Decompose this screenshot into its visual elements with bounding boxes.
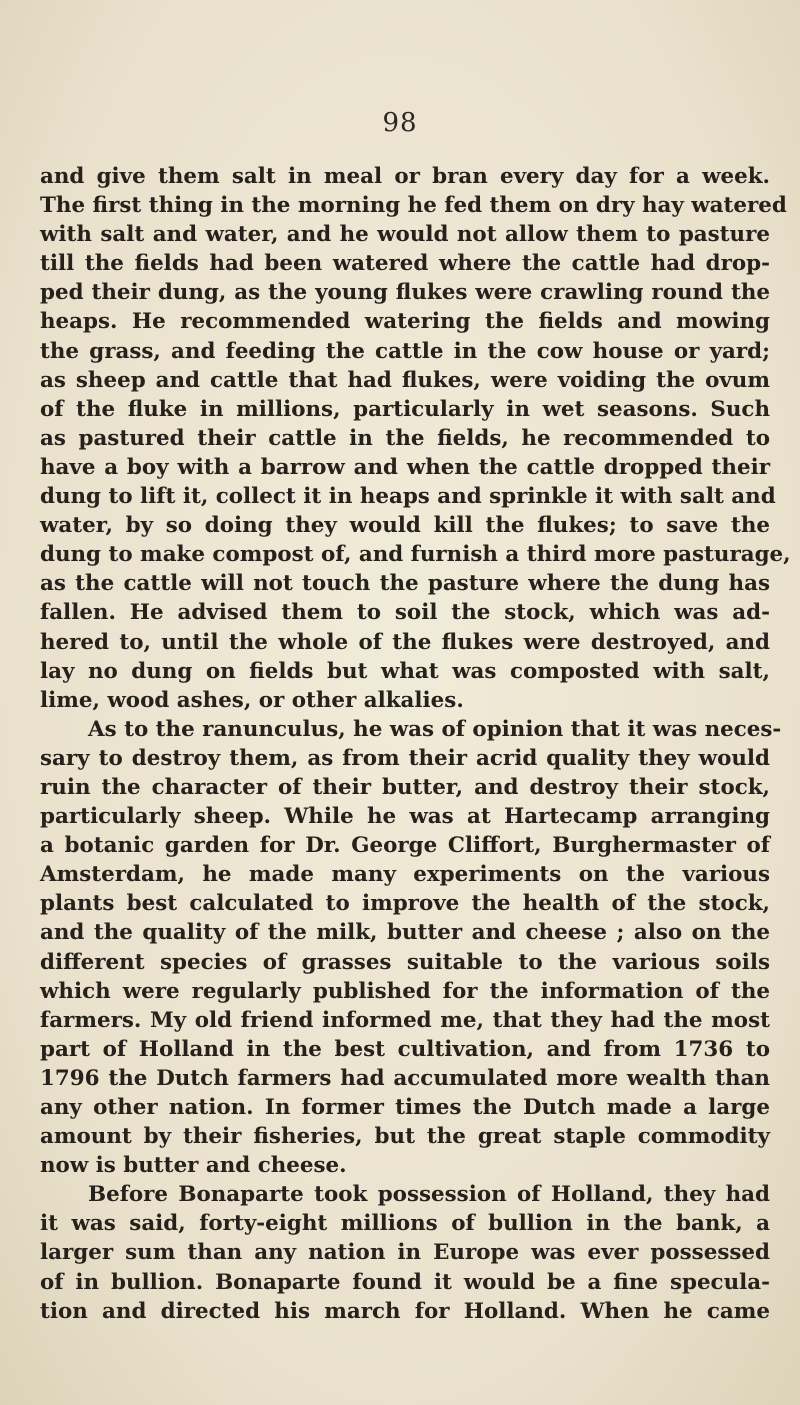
text-line: the grass, and feeding the cattle in the cow house or yard; (40, 338, 770, 364)
text-line: different species of grasses suitable to the various soils (40, 949, 770, 975)
text-line: part of Holland in the best cultivation, and from 1736 to (40, 1036, 770, 1062)
paragraph-end-line: lime, wood ashes, or other alkalies. (40, 687, 464, 713)
page-number: 98 (382, 108, 418, 138)
text-line: hered to, until the whole of the flukes were destroyed, and (40, 629, 770, 655)
text-line: sary to destroy them, as from their acrid quality they would (40, 745, 770, 771)
text-line: as sheep and cattle that had flukes, were voiding the ovum (40, 367, 770, 393)
text-line: and the quality of the milk, butter and cheese ; also on the (40, 920, 770, 946)
text-line: 1796 the Dutch farmers had accumulated more wealth than (40, 1065, 770, 1091)
text-line: have a boy with a barrow and when the cattle dropped their (40, 454, 770, 480)
paragraph-end-line: now is butter and cheese. (40, 1153, 347, 1179)
text-line: tion and directed his march for Holland. When he came (40, 1298, 770, 1324)
text-line: fallen. He advised them to soil the stock, which was ad- (40, 600, 770, 626)
text-line: any other nation. In former times the Dutch made a large (40, 1095, 770, 1120)
text-line: and give them salt in meal or bran every day for a week. (40, 164, 770, 189)
text-line: till the fields had been watered where the cattle had drop- (40, 251, 770, 277)
text-line: with salt and water, and he would not allow them to pasture (40, 222, 770, 248)
text-line: The first thing in the morning he fed them on dry hay watered (40, 193, 787, 219)
text-line: which were regularly published for the information of the (40, 978, 770, 1004)
text-line: of in bullion. Bonaparte found it would be a fine specula- (40, 1269, 770, 1295)
text-line: it was said, forty-eight millions of bullion in the bank, a (40, 1211, 770, 1237)
text-line: Amsterdam, he made many experiments on the various (40, 862, 770, 888)
text-line: farmers. My old friend informed me, that they had the most (40, 1007, 770, 1033)
text-line: particularly sheep. While he was at Hartecamp arranging (40, 804, 770, 830)
text-line: larger sum than any nation in Europe was ever possessed (40, 1240, 770, 1266)
text-line: dung to make compost of, and furnish a third more pasturage, (40, 542, 791, 568)
text-line: a botanic garden for Dr. George Cliffort, Burghermaster of (40, 833, 770, 859)
text-line: of the fluke in millions, particularly in wet seasons. Such (40, 396, 770, 422)
text-line: heaps. He recommended watering the fields and mowing (40, 309, 770, 335)
text-line: as the cattle will not touch the pasture where the dung has (40, 571, 770, 597)
text-line: ped their dung, as the young flukes were crawling round the (40, 280, 770, 306)
text-line: amount by their fisheries, but the great staple commodity (40, 1124, 770, 1150)
body-text (40, 162, 791, 1326)
text-line: lay no dung on fields but what was composted with salt, (40, 658, 770, 684)
text-line: plants best calculated to improve the health of the stock, (40, 891, 770, 917)
text-line: dung to lift it, collect it in heaps and sprinkle it with salt and (40, 484, 776, 510)
text-line: water, by so doing they would kill the flukes; to save the (40, 513, 770, 539)
text-line: as pastured their cattle in the fields, he recommended to (40, 425, 770, 451)
text-line: ruin the character of their butter, and destroy their stock, (40, 774, 770, 800)
paragraph-start-line: As to the ranunculus, he was of opinion that it was neces- (88, 716, 782, 742)
paragraph-start-line: Before Bonaparte took possession of Holland, they had (88, 1182, 770, 1208)
